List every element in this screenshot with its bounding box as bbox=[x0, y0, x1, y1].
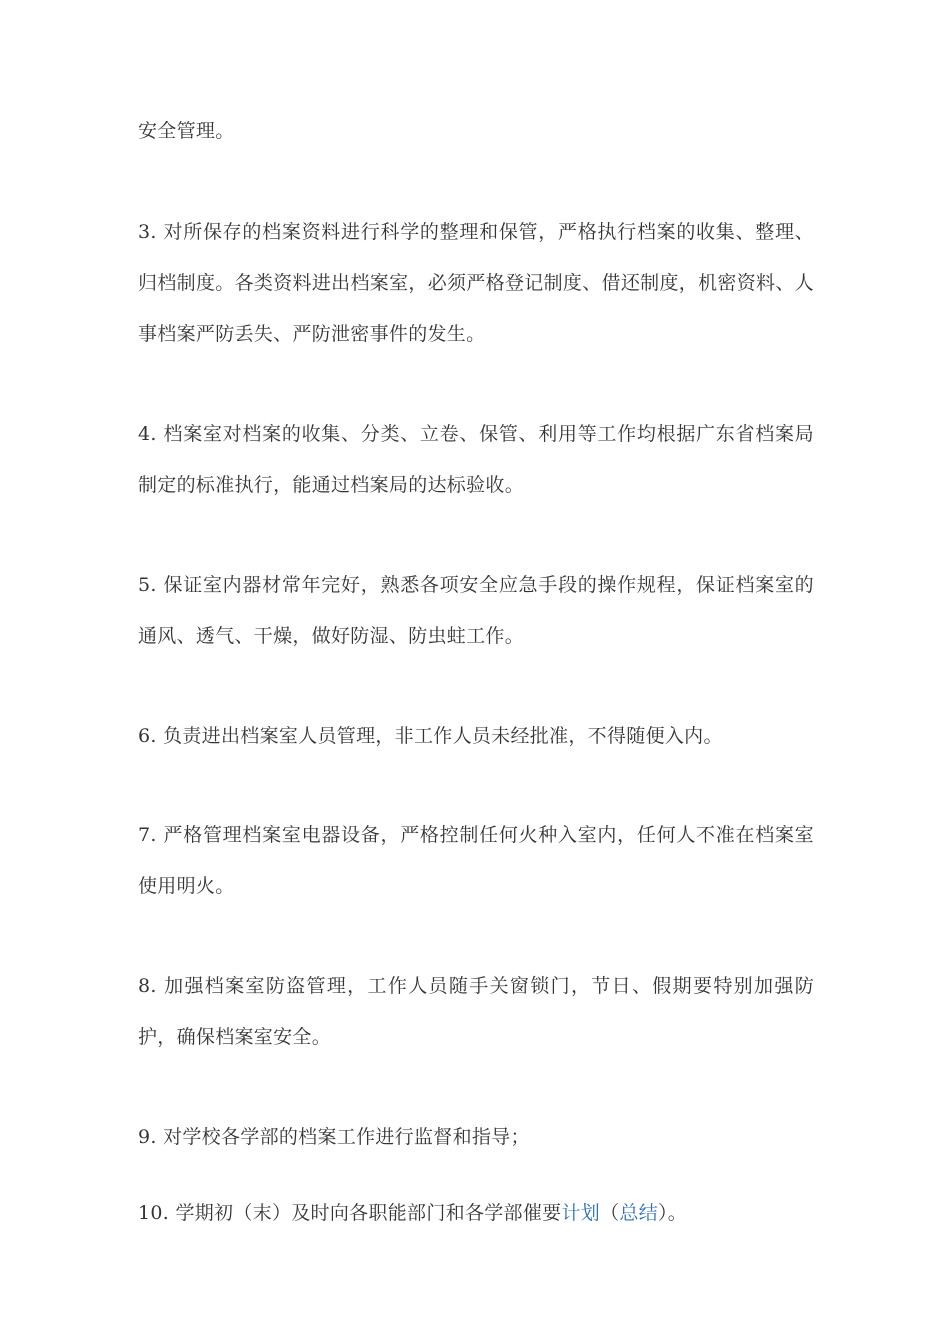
paragraph-item-10 bbox=[138, 1188, 814, 1239]
paragraph-item-3: 3. 对所保存的档案资料进行科学的整理和保管，严格执行档案的收集、整理、归档制度。各类资料进出档案室，必须严格登记制度、借还制度，机密资料、人事档案严防丢失、严防泄密事件的发生。 bbox=[138, 221, 814, 345]
paragraph-item-6: 6. 负责进出档案室人员管理，非工作人员未经批准，不得随便入内。 bbox=[138, 725, 723, 747]
summary-link[interactable]: 总结 bbox=[619, 1202, 658, 1224]
paragraph-item-5: 5. 保证室内器材常年完好，熟悉各项安全应急手段的操作规程，保证档案室的通风、透气、干燥，做好防湿、防虫蛀工作。 bbox=[138, 574, 814, 647]
paragraph-item-7: 7. 严格管理档案室电器设备，严格控制任何火种入室内，任何人不准在档案室使用明火。 bbox=[138, 824, 814, 897]
paragraph-item-9: 9. 对学校各学部的档案工作进行监督和指导； bbox=[138, 1126, 530, 1148]
plan-link[interactable]: 计划 bbox=[561, 1202, 601, 1224]
item-10-prefix: 10. 学期初（末）及时向各职能部门和各学部催要 bbox=[138, 1202, 562, 1224]
paragraph-item-8: 8. 加强档案室防盗管理，工作人员随手关窗锁门，节日、假期要特别加强防护，确保档案室安全。 bbox=[138, 975, 814, 1048]
paragraph-item-4: 4. 档案室对档案的收集、分类、立卷、保管、利用等工作均根据广东省档案局制定的标准执行，能通过档案局的达标验收。 bbox=[138, 423, 814, 496]
paragraph-1: 安全管理。 bbox=[138, 120, 235, 142]
item-10-suffix: ）。 bbox=[658, 1202, 688, 1224]
item-10-open-paren: （ bbox=[600, 1202, 620, 1224]
